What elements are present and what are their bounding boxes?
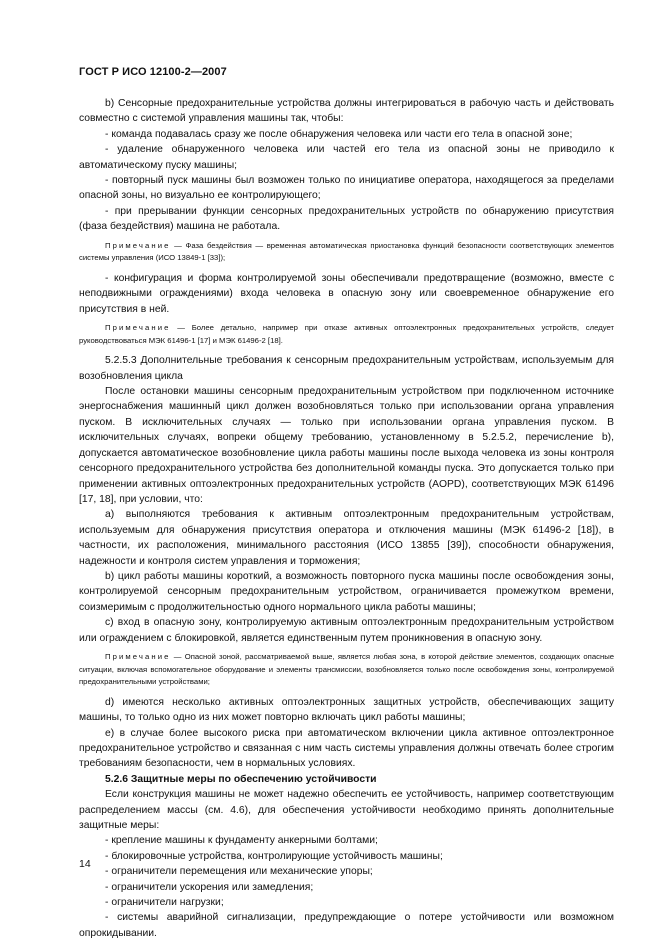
list-item: - удаление обнаруженного человека или частей его тела из опасной зоны не приводило к автоматическому пуску машины; [79, 144, 614, 171]
section-heading: 5.2.6 Защитные меры по обеспечению устойчивости [105, 773, 377, 785]
list-item: c) вход в опасную зону, контролируемую активным оптоэлектронным предохранительным устройством или ограждением с блокировкой, является единственным путем проникновения в опасную зону. [79, 617, 614, 644]
document-header: ГОСТ Р ИСО 12100-2—2007 [79, 66, 227, 78]
page-number: 14 [79, 858, 91, 870]
note-label: Примечание [105, 651, 171, 661]
list-item: - блокировочные устройства, контролирующие устойчивость машины; [105, 850, 443, 862]
list-item: - при прерывании функции сенсорных предохранительных устройств по обнаружению присутствия (фаза бездействия) машина не работала. [79, 205, 614, 233]
list-item: a) выполняются требования к активным оптоэлектронным предохранительным устройствам, используемым для обнаружения присутствия оператора и отключения машины (МЭК 61496-2 [18]), в частности, их расположения, минимального расстояния (ИСО 13855 [39]), способности обнаружения, надежности и контроля систем управления и торможения; [79, 509, 614, 567]
paragraph: Если конструкция машины не может надежно обеспечить ее устойчивость, например соответствующим распределением массы (см. 4.6), для обеспечения устойчивости необходимо принять дополнительные защитные меры: [79, 789, 614, 831]
list-item: - повторный пуск машины был возможен только по инициативе оператора, находящегося за пределами опасной зоны, но визуально ее контролирующего; [79, 175, 614, 202]
list-item: - конфигурация и форма контролируемой зоны обеспечивали предотвращение (возможно, вместе с неподвижными ограждениями) входа человека в опасную зону или своевременное обнаружение его присутствия в ней. [79, 272, 614, 315]
subsection-title: 5.2.5.3 Дополнительные требования к сенсорным предохранительным устройствам, используемым для возобновления цикла [79, 355, 614, 382]
note [79, 240, 614, 265]
list-item: - ограничители ускорения или замедления; [105, 881, 314, 893]
list-item: b) цикл работы машины короткий, а возможность повторного пуска машины после освобождения зоны, контролируемой сенсорным предохранительным устройством, ограничивается промежутком времени, соизмеримым с продолжительностью одного нормального цикла работы машины; [79, 570, 614, 613]
list-item: - команда подавалась сразу же после обнаружения человека или части его тела в опасной зоне; [105, 128, 573, 140]
note-text: — Фаза бездействия — временная автоматическая приостановка функций безопасности соответствующих элементов системы управления (ИСО 13849-1 [33]); [79, 240, 614, 263]
list-item: d) имеются несколько активных оптоэлектронных защитных устройств, обеспечивающих защиту машины, то только одно из них может повторно включать цикл работы машины; [79, 696, 614, 724]
document-body [79, 96, 614, 941]
note-label: Примечание [105, 240, 171, 250]
note-text: — Более детально, например при отказе активных оптоэлектронных предохранительных устройств, следует руководствоваться МЭК 61496-1 [17] и МЭК 61496-2 [18]. [79, 323, 614, 345]
paragraph: b) Сенсорные предохранительные устройства должны интегрироваться в рабочую часть и действовать совместно с системой управления машины так, чтобы: [79, 98, 614, 125]
list-item: - системы аварийной сигнализации, предупреждающие о потере устойчивости или возможном опрокидывании. [79, 912, 614, 939]
list-item: - ограничители нагрузки; [105, 897, 224, 909]
list-item: - ограничители перемещения или механические упоры; [105, 866, 373, 878]
list-item: e) в случае более высокого риска при автоматическом включении цикла активное оптоэлектронное предохранительное устройство и связанная с ним часть системы управления должны отвечать более строгим требованиям безопасности, чем в нормальных условиях. [79, 727, 614, 770]
note-text: — Опасной зоной, рассматриваемой выше, является любая зона, в которой действие элементов, создающих опасные ситуации, включая вспомогательное оборудование и элементы трансмиссии, возобновляется только после освобождения зоны, контролируемой предохранительными устройствами; [79, 651, 614, 687]
note [79, 651, 614, 689]
note-label: Примечание [105, 323, 171, 333]
note [79, 322, 614, 347]
list-item: - крепление машины к фундаменту анкерными болтами; [105, 835, 378, 847]
paragraph: После остановки машины сенсорным предохранительным устройством при подключенном источнике энергоснабжения машинный цикл должен возобновляться только при использовании органа управления пуском. В исключительных случаях — только при использовании органа управления пуском. В исключительных случаях, вопреки общему требованию, установленному в 5.2.5.2, перечисление b), допускается автоматическое возобновление цикла работы машины после выхода человека из зоны контроля сенсорного предохранительного устройства без дополнительной команды пуска. Это допускается только при применении активных оптоэлектронных предохранительных устройств (AOPD), соответствующих МЭК 61496 [17, 18], при условии, что: [79, 386, 614, 505]
